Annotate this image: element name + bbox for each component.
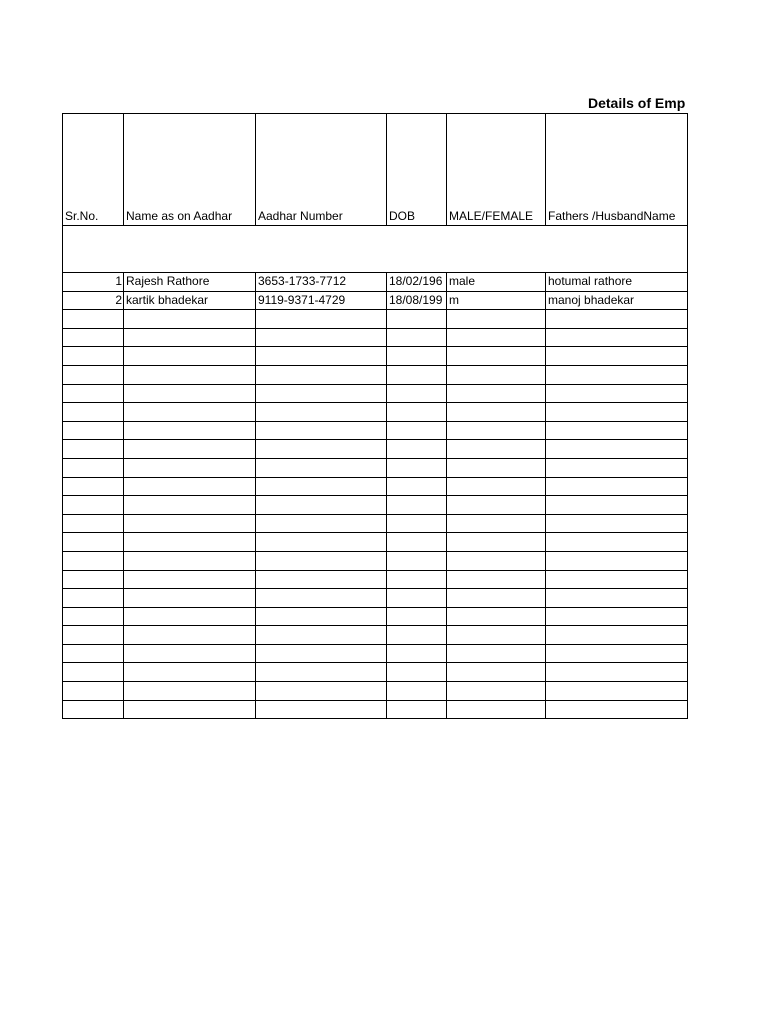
cell-gender[interactable] xyxy=(447,607,546,626)
cell-dob[interactable] xyxy=(387,607,447,626)
cell-dob[interactable] xyxy=(387,440,447,459)
table-row xyxy=(63,328,688,347)
cell-father-husband-name[interactable] xyxy=(546,551,688,570)
cell-aadhar-number[interactable] xyxy=(256,403,387,422)
cell-name[interactable] xyxy=(124,384,256,403)
employee-table xyxy=(62,113,688,719)
cell-name[interactable] xyxy=(124,365,256,384)
cell-aadhar-number[interactable] xyxy=(256,365,387,384)
cell-gender[interactable] xyxy=(447,421,546,440)
cell-sr-no[interactable] xyxy=(63,328,124,347)
cell-dob[interactable] xyxy=(387,477,447,496)
header-name: Name as on Aadhar xyxy=(124,114,256,226)
cell-gender[interactable] xyxy=(447,440,546,459)
cell-father-husband-name[interactable] xyxy=(546,328,688,347)
cell-dob[interactable] xyxy=(387,682,447,701)
table-row xyxy=(63,403,688,422)
cell-dob[interactable] xyxy=(387,365,447,384)
cell-aadhar-number[interactable] xyxy=(256,384,387,403)
cell-father-husband-name[interactable] xyxy=(546,663,688,682)
cell-aadhar-number[interactable] xyxy=(256,477,387,496)
cell-name[interactable] xyxy=(124,477,256,496)
table-row xyxy=(63,533,688,552)
cell-name[interactable] xyxy=(124,700,256,719)
cell-sr-no[interactable] xyxy=(63,570,124,589)
table-row xyxy=(63,291,688,310)
cell-gender[interactable] xyxy=(447,682,546,701)
cell-aadhar-number[interactable]: 3653-1733-7712 xyxy=(256,273,387,292)
cell-sr-no[interactable] xyxy=(63,533,124,552)
cell-sr-no[interactable]: 1 xyxy=(63,273,124,292)
cell-father-husband-name[interactable] xyxy=(546,607,688,626)
table-row xyxy=(63,570,688,589)
cell-dob[interactable] xyxy=(387,570,447,589)
cell-aadhar-number[interactable] xyxy=(256,533,387,552)
cell-name[interactable] xyxy=(124,644,256,663)
cell-aadhar-number[interactable] xyxy=(256,347,387,366)
cell-aadhar-number[interactable] xyxy=(256,700,387,719)
cell-name[interactable] xyxy=(124,440,256,459)
cell-dob[interactable] xyxy=(387,663,447,682)
cell-aadhar-number[interactable] xyxy=(256,607,387,626)
cell-gender[interactable] xyxy=(447,644,546,663)
cell-sr-no[interactable] xyxy=(63,365,124,384)
table-row xyxy=(63,365,688,384)
cell-name[interactable] xyxy=(124,328,256,347)
cell-aadhar-number[interactable] xyxy=(256,310,387,329)
cell-name[interactable] xyxy=(124,496,256,515)
table-row xyxy=(63,663,688,682)
cell-sr-no[interactable] xyxy=(63,496,124,515)
cell-gender[interactable] xyxy=(447,570,546,589)
spacer-cell xyxy=(63,226,688,273)
cell-dob[interactable] xyxy=(387,644,447,663)
table-row xyxy=(63,589,688,608)
cell-name[interactable] xyxy=(124,403,256,422)
cell-dob[interactable]: 18/08/199 xyxy=(387,291,447,310)
cell-dob[interactable] xyxy=(387,551,447,570)
document-title: Details of Emp xyxy=(588,95,686,111)
cell-sr-no[interactable] xyxy=(63,663,124,682)
cell-gender[interactable] xyxy=(447,310,546,329)
table-row xyxy=(63,551,688,570)
cell-name[interactable] xyxy=(124,514,256,533)
cell-dob[interactable] xyxy=(387,626,447,645)
cell-sr-no[interactable] xyxy=(63,403,124,422)
cell-aadhar-number[interactable] xyxy=(256,589,387,608)
cell-sr-no[interactable] xyxy=(63,310,124,329)
cell-sr-no[interactable] xyxy=(63,682,124,701)
cell-gender[interactable] xyxy=(447,403,546,422)
cell-sr-no[interactable] xyxy=(63,384,124,403)
cell-father-husband-name[interactable]: manoj bhadekar xyxy=(546,291,688,310)
cell-father-husband-name[interactable] xyxy=(546,421,688,440)
cell-father-husband-name[interactable] xyxy=(546,570,688,589)
cell-dob[interactable] xyxy=(387,328,447,347)
cell-dob[interactable] xyxy=(387,310,447,329)
cell-sr-no[interactable] xyxy=(63,644,124,663)
cell-sr-no[interactable] xyxy=(63,458,124,477)
cell-sr-no[interactable] xyxy=(63,440,124,459)
cell-gender[interactable]: male xyxy=(447,273,546,292)
table-row xyxy=(63,607,688,626)
cell-aadhar-number[interactable] xyxy=(256,570,387,589)
cell-father-husband-name[interactable] xyxy=(546,700,688,719)
cell-name[interactable] xyxy=(124,421,256,440)
cell-aadhar-number[interactable] xyxy=(256,440,387,459)
cell-sr-no[interactable] xyxy=(63,626,124,645)
cell-name[interactable] xyxy=(124,626,256,645)
cell-sr-no[interactable]: 2 xyxy=(63,291,124,310)
cell-father-husband-name[interactable] xyxy=(546,682,688,701)
cell-sr-no[interactable] xyxy=(63,347,124,366)
cell-gender[interactable] xyxy=(447,384,546,403)
table-row xyxy=(63,477,688,496)
cell-dob[interactable] xyxy=(387,403,447,422)
cell-gender[interactable] xyxy=(447,589,546,608)
cell-name[interactable] xyxy=(124,589,256,608)
cell-father-husband-name[interactable] xyxy=(546,365,688,384)
cell-dob[interactable] xyxy=(387,533,447,552)
header-gender: MALE/FEMALE xyxy=(447,114,546,226)
cell-name[interactable] xyxy=(124,607,256,626)
cell-father-husband-name[interactable] xyxy=(546,310,688,329)
cell-father-husband-name[interactable] xyxy=(546,440,688,459)
table-row xyxy=(63,440,688,459)
cell-dob[interactable] xyxy=(387,514,447,533)
header-row xyxy=(63,114,688,226)
cell-sr-no[interactable] xyxy=(63,477,124,496)
cell-gender[interactable] xyxy=(447,477,546,496)
cell-sr-no[interactable] xyxy=(63,421,124,440)
cell-aadhar-number[interactable] xyxy=(256,421,387,440)
cell-aadhar-number[interactable] xyxy=(256,458,387,477)
cell-gender[interactable] xyxy=(447,514,546,533)
cell-dob[interactable] xyxy=(387,496,447,515)
header-dob: DOB xyxy=(387,114,447,226)
cell-aadhar-number[interactable] xyxy=(256,682,387,701)
cell-gender[interactable] xyxy=(447,663,546,682)
table-row xyxy=(63,496,688,515)
cell-father-husband-name[interactable] xyxy=(546,403,688,422)
cell-gender[interactable] xyxy=(447,496,546,515)
cell-aadhar-number[interactable] xyxy=(256,663,387,682)
cell-aadhar-number[interactable] xyxy=(256,328,387,347)
cell-sr-no[interactable] xyxy=(63,700,124,719)
cell-gender[interactable] xyxy=(447,347,546,366)
cell-aadhar-number[interactable] xyxy=(256,551,387,570)
table-row xyxy=(63,347,688,366)
table-row xyxy=(63,700,688,719)
cell-father-husband-name[interactable] xyxy=(546,514,688,533)
table-row xyxy=(63,384,688,403)
cell-name[interactable] xyxy=(124,663,256,682)
cell-name[interactable] xyxy=(124,458,256,477)
cell-aadhar-number[interactable] xyxy=(256,644,387,663)
cell-father-husband-name[interactable]: hotumal rathore xyxy=(546,273,688,292)
cell-father-husband-name[interactable] xyxy=(546,347,688,366)
cell-father-husband-name[interactable] xyxy=(546,477,688,496)
cell-gender[interactable]: m xyxy=(447,291,546,310)
cell-dob[interactable] xyxy=(387,384,447,403)
table-row xyxy=(63,682,688,701)
cell-gender[interactable] xyxy=(447,365,546,384)
cell-father-husband-name[interactable] xyxy=(546,533,688,552)
cell-father-husband-name[interactable] xyxy=(546,644,688,663)
cell-name[interactable] xyxy=(124,347,256,366)
cell-father-husband-name[interactable] xyxy=(546,458,688,477)
cell-dob[interactable] xyxy=(387,347,447,366)
cell-aadhar-number[interactable] xyxy=(256,626,387,645)
cell-gender[interactable] xyxy=(447,626,546,645)
cell-dob[interactable] xyxy=(387,421,447,440)
cell-name[interactable] xyxy=(124,310,256,329)
cell-name[interactable] xyxy=(124,570,256,589)
table-row xyxy=(63,626,688,645)
cell-gender[interactable] xyxy=(447,328,546,347)
header-sr-no: Sr.No. xyxy=(63,114,124,226)
cell-sr-no[interactable] xyxy=(63,589,124,608)
cell-name[interactable] xyxy=(124,551,256,570)
cell-gender[interactable] xyxy=(447,700,546,719)
header-father-husband-name: Fathers /HusbandName xyxy=(546,114,688,226)
cell-sr-no[interactable] xyxy=(63,514,124,533)
cell-aadhar-number[interactable]: 9119-9371-4729 xyxy=(256,291,387,310)
cell-name[interactable]: Rajesh Rathore xyxy=(124,273,256,292)
cell-name[interactable]: kartik bhadekar xyxy=(124,291,256,310)
cell-gender[interactable] xyxy=(447,533,546,552)
cell-father-husband-name[interactable] xyxy=(546,496,688,515)
table-row xyxy=(63,273,688,292)
cell-father-husband-name[interactable] xyxy=(546,589,688,608)
cell-father-husband-name[interactable] xyxy=(546,626,688,645)
table-row xyxy=(63,644,688,663)
cell-dob[interactable] xyxy=(387,458,447,477)
cell-dob[interactable]: 18/02/196 xyxy=(387,273,447,292)
cell-name[interactable] xyxy=(124,682,256,701)
table-row xyxy=(63,421,688,440)
cell-name[interactable] xyxy=(124,533,256,552)
cell-aadhar-number[interactable] xyxy=(256,496,387,515)
cell-father-husband-name[interactable] xyxy=(546,384,688,403)
spacer-row xyxy=(63,226,688,273)
header-aadhar-number: Aadhar Number xyxy=(256,114,387,226)
cell-sr-no[interactable] xyxy=(63,551,124,570)
cell-gender[interactable] xyxy=(447,551,546,570)
table-row xyxy=(63,458,688,477)
cell-aadhar-number[interactable] xyxy=(256,514,387,533)
cell-dob[interactable] xyxy=(387,589,447,608)
table-row xyxy=(63,514,688,533)
cell-gender[interactable] xyxy=(447,458,546,477)
table-row xyxy=(63,310,688,329)
cell-sr-no[interactable] xyxy=(63,607,124,626)
cell-dob[interactable] xyxy=(387,700,447,719)
